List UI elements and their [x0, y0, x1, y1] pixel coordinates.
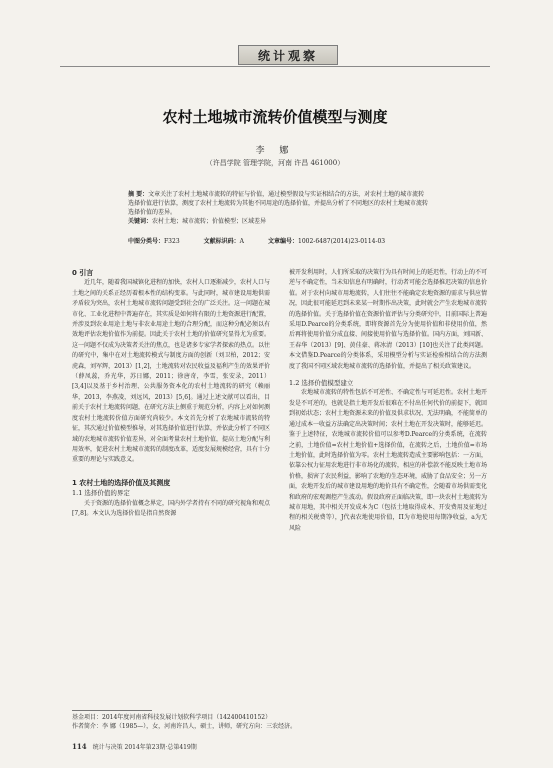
section-1-1-continued: 被开发利用时，人们所采取的决策行为具有时间上的延迟性，行动上的不可逆与不确定性，当未知信息有明确时，行动者可能会选择推迟决策的信息价值。对于农村向城市用地流转，人们往往不能确定农地资源的需求与供应情况，因此很可能延迟到未来某一时期作出决策，此时就会产生农地城市流转的选择价值。关于选择价值在资源价值评估与分类研究中，目前国际上普遍采用D.Pearce的分类系统，即将资源首先分为使用价值和非使用价值，然后再将使用价值分成直接、间接使用价值与选择价值。国内方面，刘国新、王春华（2013）[9]、黄佳豪、蒋冰清（2013）[10]也关注了此类问题。本文借鉴D.Pearce的分类体系，采用模型分析与实证检验相结合的方法测度了我国不同区域农地城市流转的选择价值，并提出了相关政策建议。 [289, 269, 488, 370]
section-1-1-heading: 1.1 选择价值的界定 [72, 489, 130, 498]
article-number: 文章编号：1002-6487(2014)23-0114-03 [268, 238, 386, 245]
right-column [289, 268, 487, 534]
header-rule [60, 66, 490, 67]
left-column [72, 268, 270, 519]
section-1-2-heading: 1.2 选择价值模型建立 [289, 379, 354, 388]
author-affiliation: （许昌学院 管理学院，河南 许昌 461000） [205, 159, 345, 167]
section-1-1-paragraph: 关于资源的选择价值概念界定，国内外学者持有不同的研究视角和观点[7,8]。本文认为选择价值是指自然资源 [72, 499, 271, 517]
section-1-heading: 1 农村土地的选择价值及其测度 [72, 478, 171, 487]
column-banner: 统计观察 [238, 45, 338, 65]
abstract-block [128, 190, 428, 226]
intro-paragraph: 近几年，随着我国城镇化进程的加快，农村人口逐渐减少，农村人口与土地之间的关系正经历着根本性的结构变革。与此同时，城市建设用地供需矛盾较为突出，农村土地城市流转问题受到社会的广泛关注。这一问题在城市化、工业化进程中普遍存在，其实质是如何将有限的土地资源进行配置，并涉及到农业用途土地与非农业用途土地的合理分配，而这种分配必须以有效地评估农地价值作为前提。因此关于农村土地的价值研究显得尤为重要。这一问题不仅成为决策者关注的焦点，也是诸多专家学者探索的热点。以往的研究中，集中在对土地流转模式与制度方面的创新（刘卫柏，2012；安虎森，刘军辉，2013）[1,2]，土地流转对农民收益及福利产生的效果评价（薛凤蕊，乔光华，苏日娜，2011；徐唐奇，李雪，张安录，2011）[3,4]以及基于乡村治理、公共服务资本化的农村土地流转的研究（赖丽华，2013，李燕凌，刘远风，2013）[5,6]。通过上述文献可以看出，目前关于农村土地流转问题，在研究方法上侧重于规范分析，内容上对如何测度农村土地流转价值方面研究尚较少。本文首先分析了农地城市流转的特征，其次通过价值模型推导，对其选择价值进行估算，并依此分析了不同区域的农地城市流转价值差异，对全面考量农村土地价值，提高土地分配与利用效率，促进农村土地城市流转的制度改革，适度发展规模经营，具有十分重要的理论与实践意义。 [72, 279, 271, 464]
fund-note: 基金项目：2014年度河南省科技发展计划软科学项目（142400410152） [72, 714, 272, 721]
document-code: 文献标识码：A [203, 238, 244, 245]
page-number: 114 [72, 742, 87, 751]
author-bio: 作者简介：李 娜（1985—），女，河南许昌人，硕士，讲师，研究方向：三农经济。 [72, 723, 297, 730]
page-footer [72, 742, 197, 751]
abstract-text: 摘 要：文章关注了农村土地城市流转的特征与价值，通过模型假设与实证相结合的方法，对农村土地的城市流转选择价值进行估算，测度了农村土地流转为其他不同用途的选择价值，并提出分析了不同地区的农村土地城市流转选择价值的差异。 [128, 191, 429, 216]
footnote-rule [72, 710, 152, 711]
keywords: 关键词：农村土地；城市流转；价值模型；区域差异 [128, 218, 267, 225]
article-author: 李 娜 [255, 146, 295, 156]
footnote [72, 713, 472, 731]
section-1-2-paragraph: 农地城市流转的特性包括不可逆性、不确定性与可延迟性。农村土地开发是不可逆的，也就是指土地开发后很难在不付出任何代价的前提下，就回到初始状态；农村土地资源未来的价值及供求状况、无法明确，不能简单的通过成本一收益方法确定出决策时间；农村土地在开发决策时，能够延迟。鉴于上述特征，农地城市流转价值可以参考D.Pearce的分类系统，在流转之前，土地价值=农村土地价值+选择价值，在流转之后，土地价值=市场土地价值，此时选择价值为零。农村土地流转造成主要影响包括：一方面，依靠公权力征用农地进行非市场化的流转，相应的补偿款不能反映土地市场价格，损害了农民利益，影响了农地的生态环境，威胁了食品安全；另一方面，农地开发后的城市建设用地的地价具有不确定性，会随着市场供需变化和政府的宏观调控产生波动。假设政府正面临决策，即一块农村土地流转为城市用地，其中相关开发成本为C（包括土地取得成本、开发费用及征地过程的相关税费等），J代表农地使用价值，Π为市地使用每期净收益，a为无风险 [289, 389, 488, 532]
section-0-heading: 0 引言 [72, 269, 94, 277]
article-title: 农村土地城市流转价值模型与测度 [162, 108, 388, 126]
clc-code: 中图分类号：F323 [128, 238, 180, 245]
classification-line [128, 236, 448, 245]
journal-issue: 统计与决策 2014年第23期·总第419期 [92, 744, 197, 751]
